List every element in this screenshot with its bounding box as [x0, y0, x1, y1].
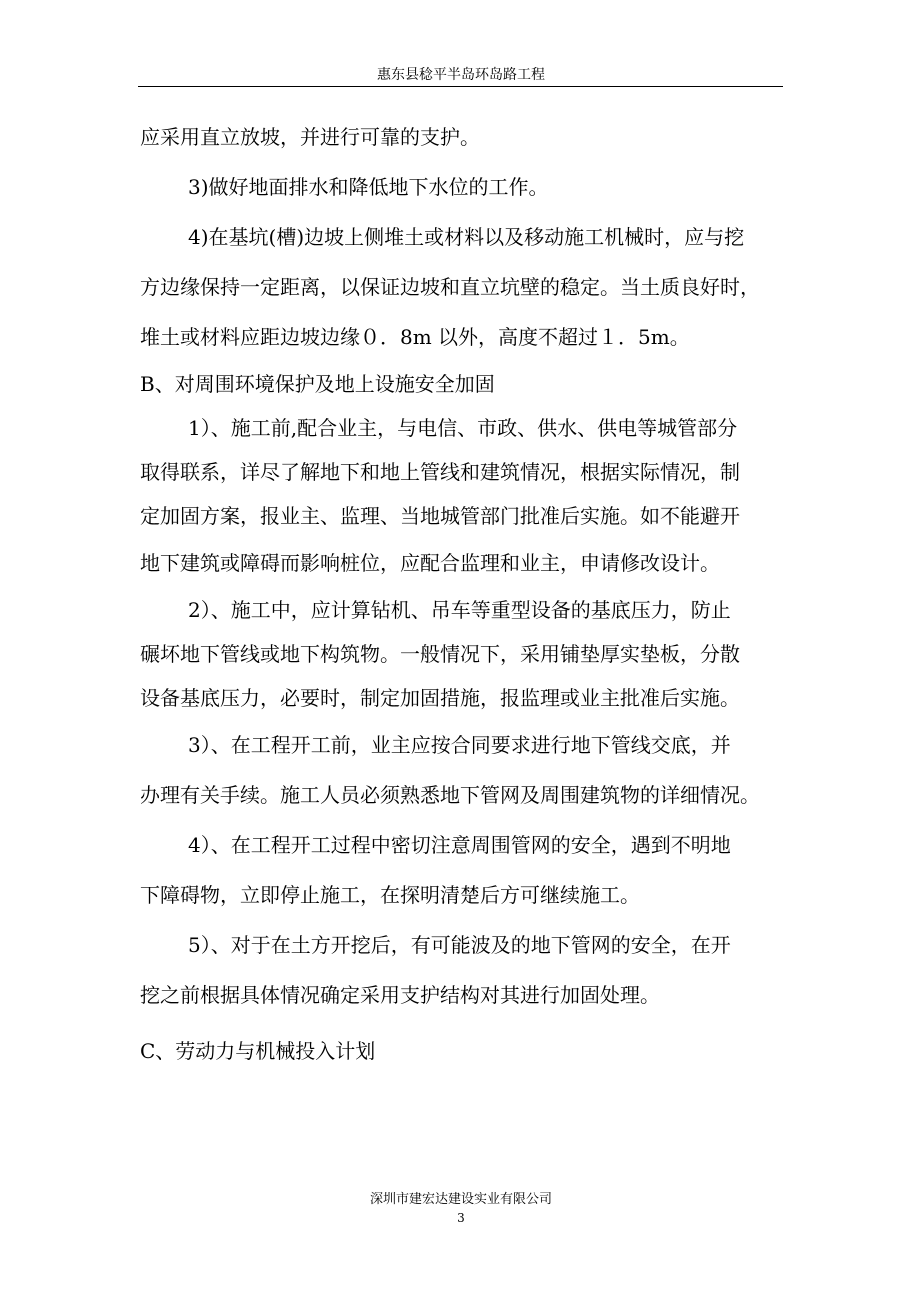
body-line: 办理有关手续。施工人员必须熟悉地下管网及周围建筑物的详细情况。 — [140, 783, 760, 807]
footer-company: 深圳市建宏达建设实业有限公司 — [369, 1192, 552, 1207]
page-header: 惠东县稔平半岛环岛路工程 — [377, 67, 545, 83]
page-number: 3 — [457, 1211, 465, 1225]
body-line: 4)在基坑(槽)边坡上侧堆土或材料以及移动施工机械时，应与挖 — [188, 225, 745, 249]
document-body — [140, 112, 790, 1076]
body-line: 取得联系，详尽了解地下和地上管线和建筑情况，根据实际情况，制 — [140, 460, 740, 484]
body-line: 5）、对于在土方开挖后，有可能波及的地下管网的安全，在开 — [188, 933, 731, 957]
body-line: 1）、施工前,配合业主，与电信、市政、供水、供电等城管部分 — [188, 416, 738, 440]
body-line: 应采用直立放坡，并进行可靠的支护。 — [140, 125, 480, 149]
body-line: 设备基底压力，必要时，制定加固措施，报监理或业主批准后实施。 — [140, 686, 740, 710]
body-line: 挖之前根据具体情况确定采用支护结构对其进行加固处理。 — [140, 983, 660, 1007]
body-line: 方边缘保持一定距离，以保证边坡和直立坑壁的稳定。当土质良好时， — [140, 275, 760, 299]
body-line: 4）、在工程开工过程中密切注意周围管网的安全，遇到不明地 — [188, 833, 731, 857]
body-line: 堆土或材料应距边坡边缘０．8m 以外，高度不超过１．5m。 — [140, 325, 690, 349]
body-line: 3)做好地面排水和降低地下水位的工作。 — [188, 175, 549, 199]
body-line: 2）、施工中，应计算钻机、吊车等重型设备的基底压力，防止 — [188, 598, 731, 622]
body-line: 下障碍物，立即停止施工，在探明清楚后方可继续施工。 — [140, 883, 640, 907]
body-line: 地下建筑或障碍而影响桩位，应配合监理和业主，申请修改设计。 — [140, 551, 720, 575]
header-rule — [138, 86, 783, 87]
section-heading-c: C、劳动力与机械投入计划 — [140, 1039, 376, 1063]
section-heading-b: B、对周围环境保护及地上设施安全加固 — [140, 372, 495, 396]
body-line: 3）、在工程开工前，业主应按合同要求进行地下管线交底，并 — [188, 733, 731, 757]
body-line: 碾坏地下管线或地下构筑物。一般情况下，采用铺垫厚实垫板，分散 — [140, 642, 740, 666]
body-line: 定加固方案，报业主、监理、当地城管部门批准后实施。如不能避开 — [140, 504, 740, 528]
